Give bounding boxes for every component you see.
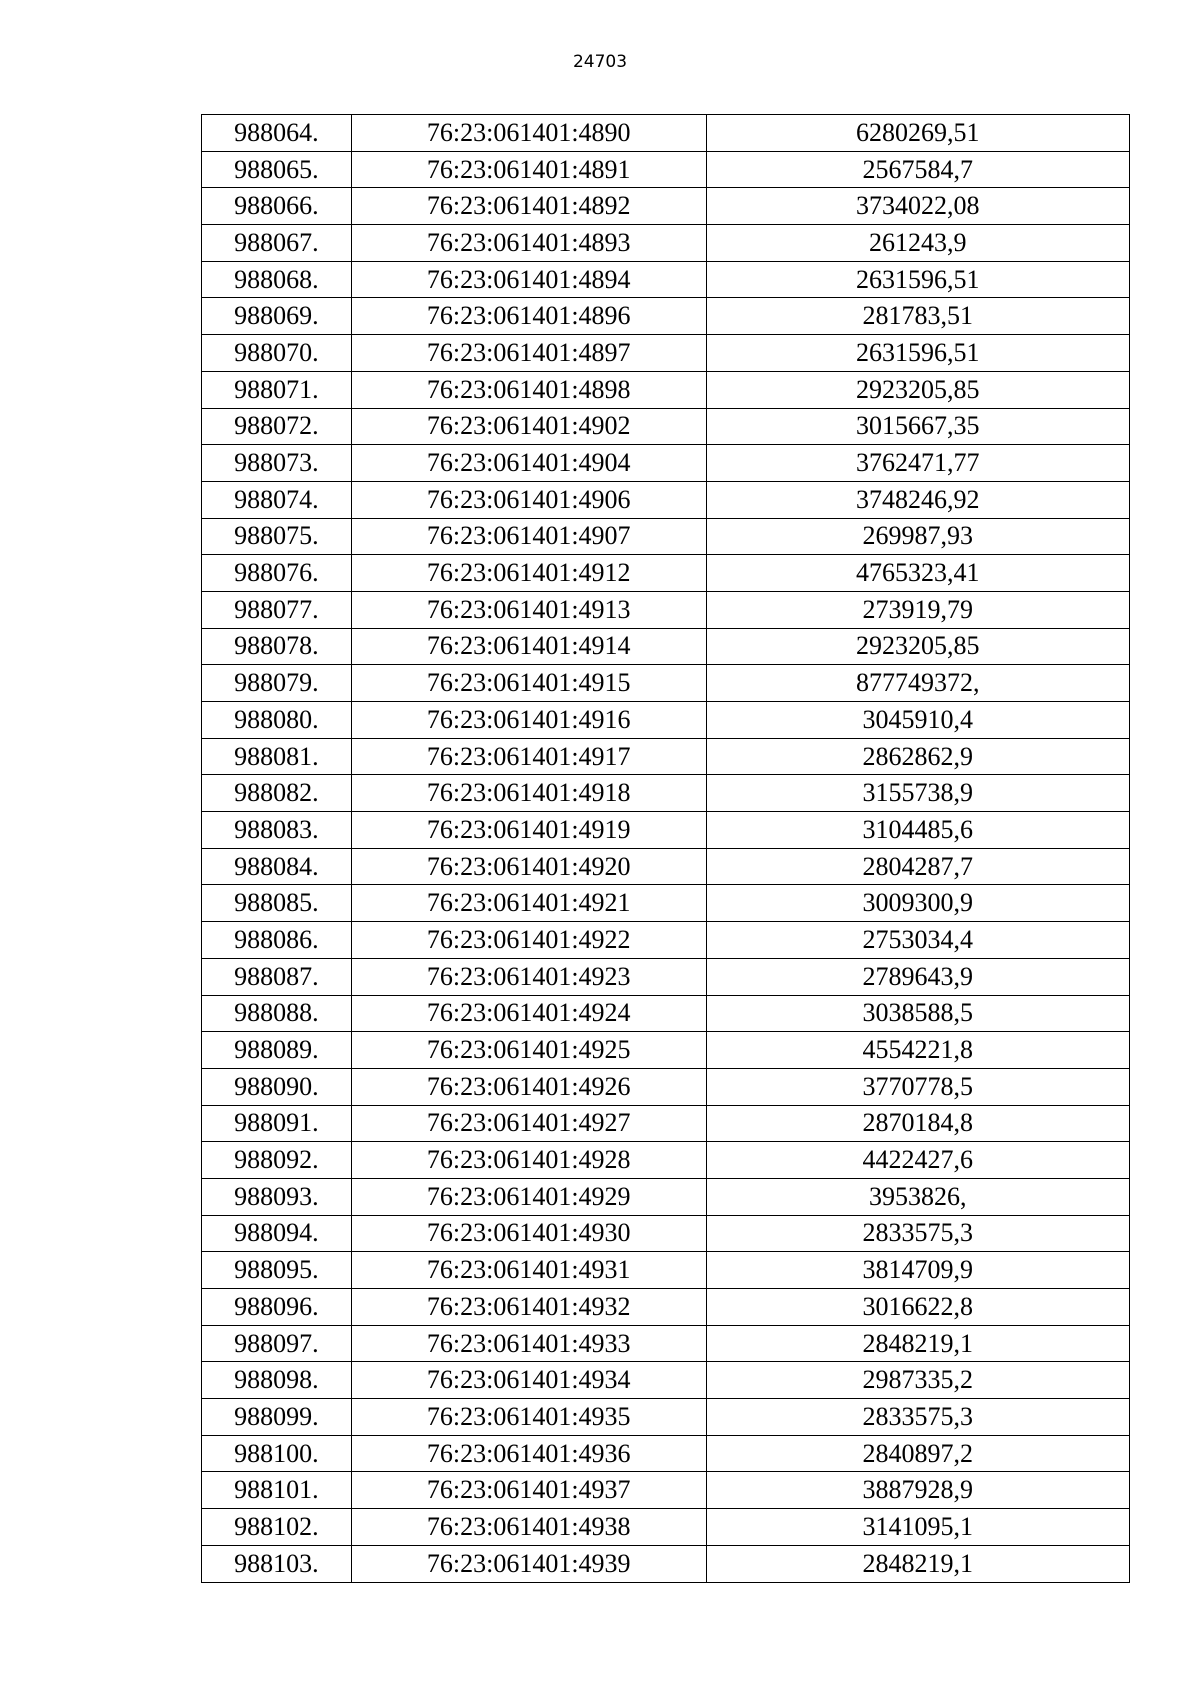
cadastral-value-cell: 4422427,6 <box>706 1142 1129 1179</box>
row-number-cell: 988087. <box>202 958 352 995</box>
cadastral-value-cell: 2987335,2 <box>706 1362 1129 1399</box>
cadastral-number-cell: 76:23:061401:4930 <box>351 1215 706 1252</box>
cadastral-number-cell: 76:23:061401:4893 <box>351 225 706 262</box>
cadastral-number-cell: 76:23:061401:4890 <box>351 115 706 152</box>
cadastral-number-cell: 76:23:061401:4913 <box>351 591 706 628</box>
table-row <box>202 738 1130 775</box>
cadastral-number-cell: 76:23:061401:4919 <box>351 812 706 849</box>
cadastral-value-cell: 3015667,35 <box>706 408 1129 445</box>
cadastral-value-cell: 3104485,6 <box>706 812 1129 849</box>
cadastral-number-cell: 76:23:061401:4915 <box>351 665 706 702</box>
cadastral-number-cell: 76:23:061401:4904 <box>351 445 706 482</box>
cadastral-value-cell: 2923205,85 <box>706 628 1129 665</box>
table-row <box>202 1105 1130 1142</box>
table-row <box>202 922 1130 959</box>
row-number-cell: 988064. <box>202 115 352 152</box>
cadastral-number-cell: 76:23:061401:4923 <box>351 958 706 995</box>
table-row <box>202 702 1130 739</box>
row-number-cell: 988100. <box>202 1435 352 1472</box>
cadastral-value-cell: 2789643,9 <box>706 958 1129 995</box>
page-number: 24703 <box>572 52 628 72</box>
table-row <box>202 665 1130 702</box>
table-row <box>202 1032 1130 1069</box>
table-row <box>202 225 1130 262</box>
row-number-cell: 988086. <box>202 922 352 959</box>
table-row <box>202 1399 1130 1436</box>
row-number-cell: 988101. <box>202 1472 352 1509</box>
table-row <box>202 481 1130 518</box>
table-row <box>202 958 1130 995</box>
table-row <box>202 775 1130 812</box>
table-row <box>202 188 1130 225</box>
table-row <box>202 1068 1130 1105</box>
table-row <box>202 885 1130 922</box>
cadastral-value-cell: 3953826, <box>706 1178 1129 1215</box>
cadastral-number-cell: 76:23:061401:4921 <box>351 885 706 922</box>
cadastral-number-cell: 76:23:061401:4938 <box>351 1509 706 1546</box>
table-row <box>202 151 1130 188</box>
cadastral-number-cell: 76:23:061401:4907 <box>351 518 706 555</box>
cadastral-value-cell: 2567584,7 <box>706 151 1129 188</box>
cadastral-number-cell: 76:23:061401:4894 <box>351 261 706 298</box>
cadastral-value-cell: 3009300,9 <box>706 885 1129 922</box>
row-number-cell: 988072. <box>202 408 352 445</box>
cadastral-number-cell: 76:23:061401:4937 <box>351 1472 706 1509</box>
row-number-cell: 988077. <box>202 591 352 628</box>
table-row <box>202 1472 1130 1509</box>
table-row <box>202 445 1130 482</box>
row-number-cell: 988071. <box>202 371 352 408</box>
table-row <box>202 371 1130 408</box>
table-row <box>202 1252 1130 1289</box>
cadastral-number-cell: 76:23:061401:4898 <box>351 371 706 408</box>
table-row <box>202 115 1130 152</box>
cadastral-number-cell: 76:23:061401:4916 <box>351 702 706 739</box>
cadastral-value-cell: 2848219,1 <box>706 1325 1129 1362</box>
row-number-cell: 988088. <box>202 995 352 1032</box>
row-number-cell: 988098. <box>202 1362 352 1399</box>
row-number-cell: 988093. <box>202 1178 352 1215</box>
cadastral-value-cell: 3038588,5 <box>706 995 1129 1032</box>
cadastral-value-table <box>201 114 1130 1583</box>
row-number-cell: 988066. <box>202 188 352 225</box>
row-number-cell: 988090. <box>202 1068 352 1105</box>
cadastral-number-cell: 76:23:061401:4902 <box>351 408 706 445</box>
row-number-cell: 988079. <box>202 665 352 702</box>
table-row <box>202 261 1130 298</box>
table-row <box>202 812 1130 849</box>
table-row <box>202 1289 1130 1326</box>
cadastral-number-cell: 76:23:061401:4920 <box>351 848 706 885</box>
table-row <box>202 1435 1130 1472</box>
row-number-cell: 988103. <box>202 1545 352 1582</box>
row-number-cell: 988067. <box>202 225 352 262</box>
table-row <box>202 1545 1130 1582</box>
cadastral-value-cell: 3734022,08 <box>706 188 1129 225</box>
cadastral-value-cell: 4765323,41 <box>706 555 1129 592</box>
cadastral-value-cell: 2631596,51 <box>706 335 1129 372</box>
row-number-cell: 988069. <box>202 298 352 335</box>
table-row <box>202 848 1130 885</box>
cadastral-value-cell: 3770778,5 <box>706 1068 1129 1105</box>
table-row <box>202 408 1130 445</box>
row-number-cell: 988096. <box>202 1289 352 1326</box>
row-number-cell: 988082. <box>202 775 352 812</box>
row-number-cell: 988091. <box>202 1105 352 1142</box>
row-number-cell: 988084. <box>202 848 352 885</box>
cadastral-number-cell: 76:23:061401:4917 <box>351 738 706 775</box>
cadastral-number-cell: 76:23:061401:4896 <box>351 298 706 335</box>
cadastral-number-cell: 76:23:061401:4927 <box>351 1105 706 1142</box>
row-number-cell: 988094. <box>202 1215 352 1252</box>
cadastral-value-cell: 2848219,1 <box>706 1545 1129 1582</box>
cadastral-number-cell: 76:23:061401:4933 <box>351 1325 706 1362</box>
cadastral-value-cell: 2862862,9 <box>706 738 1129 775</box>
row-number-cell: 988076. <box>202 555 352 592</box>
cadastral-number-cell: 76:23:061401:4897 <box>351 335 706 372</box>
table-row <box>202 1325 1130 1362</box>
row-number-cell: 988097. <box>202 1325 352 1362</box>
row-number-cell: 988095. <box>202 1252 352 1289</box>
cadastral-value-cell: 3814709,9 <box>706 1252 1129 1289</box>
table-row <box>202 1215 1130 1252</box>
table-row <box>202 591 1130 628</box>
cadastral-value-cell: 877749372, <box>706 665 1129 702</box>
row-number-cell: 988099. <box>202 1399 352 1436</box>
table-row <box>202 335 1130 372</box>
row-number-cell: 988075. <box>202 518 352 555</box>
cadastral-value-cell: 2833575,3 <box>706 1399 1129 1436</box>
cadastral-value-cell: 3762471,77 <box>706 445 1129 482</box>
cadastral-value-cell: 2753034,4 <box>706 922 1129 959</box>
row-number-cell: 988080. <box>202 702 352 739</box>
cadastral-number-cell: 76:23:061401:4925 <box>351 1032 706 1069</box>
cadastral-value-cell: 2804287,7 <box>706 848 1129 885</box>
cadastral-value-cell: 3045910,4 <box>706 702 1129 739</box>
cadastral-value-cell: 3887928,9 <box>706 1472 1129 1509</box>
row-number-cell: 988073. <box>202 445 352 482</box>
row-number-cell: 988085. <box>202 885 352 922</box>
row-number-cell: 988092. <box>202 1142 352 1179</box>
cadastral-number-cell: 76:23:061401:4935 <box>351 1399 706 1436</box>
cadastral-number-cell: 76:23:061401:4934 <box>351 1362 706 1399</box>
cadastral-number-cell: 76:23:061401:4906 <box>351 481 706 518</box>
cadastral-value-cell: 2840897,2 <box>706 1435 1129 1472</box>
cadastral-number-cell: 76:23:061401:4928 <box>351 1142 706 1179</box>
table-row <box>202 1142 1130 1179</box>
table-row <box>202 1178 1130 1215</box>
cadastral-number-cell: 76:23:061401:4939 <box>351 1545 706 1582</box>
row-number-cell: 988083. <box>202 812 352 849</box>
cadastral-number-cell: 76:23:061401:4929 <box>351 1178 706 1215</box>
cadastral-number-cell: 76:23:061401:4932 <box>351 1289 706 1326</box>
table-row <box>202 555 1130 592</box>
cadastral-value-cell: 273919,79 <box>706 591 1129 628</box>
cadastral-number-cell: 76:23:061401:4914 <box>351 628 706 665</box>
cadastral-number-cell: 76:23:061401:4931 <box>351 1252 706 1289</box>
cadastral-value-cell: 2833575,3 <box>706 1215 1129 1252</box>
table-row <box>202 1509 1130 1546</box>
table-row <box>202 1362 1130 1399</box>
row-number-cell: 988081. <box>202 738 352 775</box>
cadastral-value-cell: 6280269,51 <box>706 115 1129 152</box>
cadastral-number-cell: 76:23:061401:4912 <box>351 555 706 592</box>
row-number-cell: 988089. <box>202 1032 352 1069</box>
cadastral-value-cell: 3141095,1 <box>706 1509 1129 1546</box>
cadastral-value-cell: 3155738,9 <box>706 775 1129 812</box>
cadastral-value-cell: 2631596,51 <box>706 261 1129 298</box>
cadastral-number-cell: 76:23:061401:4918 <box>351 775 706 812</box>
cadastral-value-cell: 4554221,8 <box>706 1032 1129 1069</box>
cadastral-value-cell: 3748246,92 <box>706 481 1129 518</box>
cadastral-value-cell: 2870184,8 <box>706 1105 1129 1142</box>
table-row <box>202 298 1130 335</box>
table-body <box>202 115 1130 1583</box>
cadastral-number-cell: 76:23:061401:4922 <box>351 922 706 959</box>
table-row <box>202 518 1130 555</box>
row-number-cell: 988065. <box>202 151 352 188</box>
cadastral-number-cell: 76:23:061401:4924 <box>351 995 706 1032</box>
row-number-cell: 988102. <box>202 1509 352 1546</box>
cadastral-value-cell: 281783,51 <box>706 298 1129 335</box>
table-row <box>202 995 1130 1032</box>
cadastral-value-cell: 269987,93 <box>706 518 1129 555</box>
row-number-cell: 988074. <box>202 481 352 518</box>
cadastral-value-cell: 261243,9 <box>706 225 1129 262</box>
row-number-cell: 988068. <box>202 261 352 298</box>
cadastral-value-cell: 3016622,8 <box>706 1289 1129 1326</box>
cadastral-value-cell: 2923205,85 <box>706 371 1129 408</box>
cadastral-number-cell: 76:23:061401:4936 <box>351 1435 706 1472</box>
row-number-cell: 988078. <box>202 628 352 665</box>
cadastral-number-cell: 76:23:061401:4892 <box>351 188 706 225</box>
row-number-cell: 988070. <box>202 335 352 372</box>
table-row <box>202 628 1130 665</box>
cadastral-number-cell: 76:23:061401:4891 <box>351 151 706 188</box>
cadastral-number-cell: 76:23:061401:4926 <box>351 1068 706 1105</box>
